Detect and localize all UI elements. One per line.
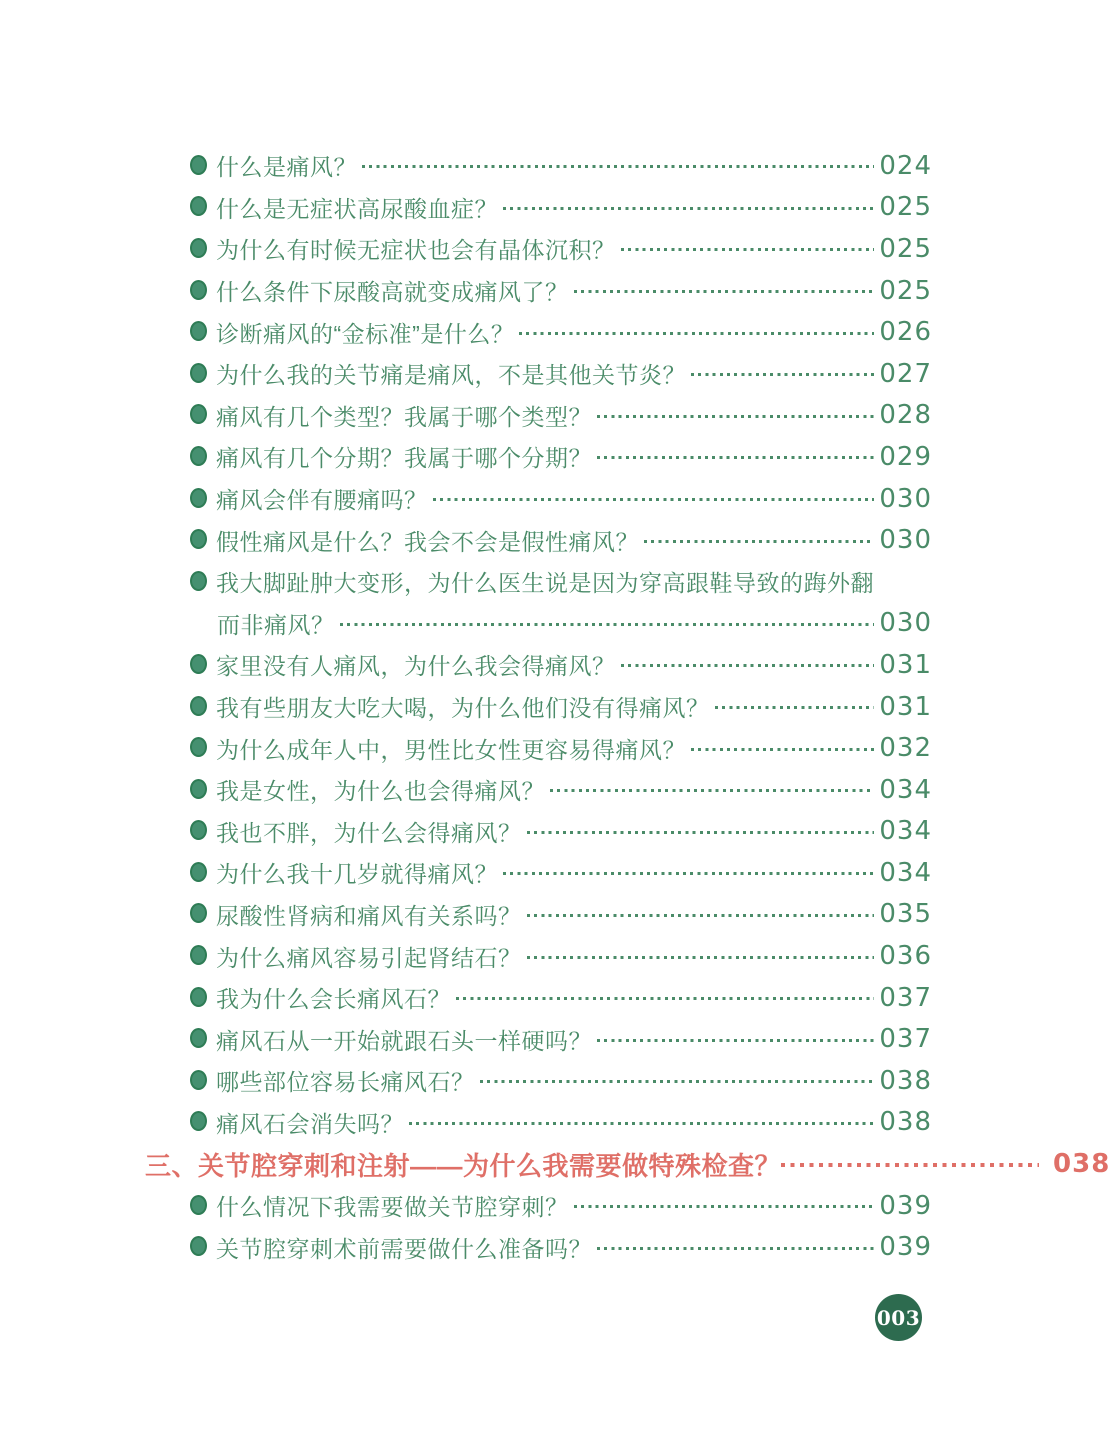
- toc-item-label: 家里没有人痛风，为什么我会得痛风？: [216, 653, 616, 680]
- page-number-badge-label: 003: [876, 1305, 921, 1330]
- bullet-icon: [190, 1070, 207, 1090]
- bullet-icon: [190, 654, 207, 674]
- toc-item: [145, 977, 932, 1019]
- bullet-icon: [190, 1195, 207, 1215]
- leader-dots: [715, 706, 875, 709]
- bullet-icon: [190, 779, 207, 799]
- toc-item: [145, 395, 932, 437]
- bullet-icon: [190, 903, 207, 923]
- page-number: 025: [879, 233, 932, 264]
- toc-item: [145, 353, 932, 395]
- page-number: 028: [879, 400, 932, 431]
- leader-dots: [527, 956, 875, 959]
- leader-dots: [597, 415, 874, 418]
- toc-item: [145, 145, 932, 187]
- leader-dots: [340, 623, 875, 626]
- toc-item-label: 我是女性，为什么也会得痛风？: [216, 778, 545, 805]
- toc-item-label: 为什么我的关节痛是痛风，不是其他关节炎？: [216, 362, 686, 389]
- toc-item-label: 什么条件下尿酸高就变成痛风了？: [216, 279, 569, 306]
- bullet-icon: [190, 820, 207, 840]
- toc-item-label: 什么情况下我需要做关节腔穿刺？: [216, 1194, 569, 1221]
- toc-item: [145, 935, 932, 977]
- leader-dots: [362, 165, 874, 168]
- leader-dots: [574, 290, 875, 293]
- page-number: 038: [1053, 1149, 1110, 1180]
- toc-item-label: 痛风有几个分期？我属于哪个分期？: [216, 445, 592, 472]
- toc-item: [145, 644, 932, 686]
- toc-item: [145, 519, 932, 561]
- page-number: 024: [879, 150, 932, 181]
- page-number: 030: [879, 608, 932, 639]
- table-of-contents: [145, 145, 1110, 1268]
- page-number: 037: [879, 982, 932, 1013]
- toc-item: [145, 852, 932, 894]
- toc-item-label: 假性痛风是什么？我会不会是假性痛风？: [216, 528, 639, 555]
- toc-item-label: 痛风石会消失吗？: [216, 1110, 404, 1137]
- toc-section-heading: [145, 1143, 1110, 1185]
- page-number: 026: [879, 317, 932, 348]
- toc-item: [145, 811, 932, 853]
- bullet-icon: [190, 363, 207, 383]
- leader-dots: [597, 456, 874, 459]
- toc-item: [145, 478, 932, 520]
- bullet-icon: [190, 945, 207, 965]
- bullet-icon: [190, 987, 207, 1007]
- leader-dots: [691, 373, 874, 376]
- page-number: 036: [879, 941, 932, 972]
- toc-item-label: 我大脚趾肿大变形，为什么医生说是因为穿高跟鞋导致的踇外翻: [216, 570, 874, 597]
- toc-item: [145, 894, 932, 936]
- toc-item-label: 痛风石从一开始就跟石头一样硬吗？: [216, 1027, 592, 1054]
- page-number: 037: [879, 1024, 932, 1055]
- bullet-icon: [190, 280, 207, 300]
- leader-dots: [597, 1039, 874, 1042]
- toc-item: [145, 270, 932, 312]
- toc-item: [145, 1018, 932, 1060]
- toc-item: [145, 1060, 932, 1102]
- bullet-icon: [190, 238, 207, 258]
- toc-item-label: 尿酸性肾病和痛风有关系吗？: [216, 902, 522, 929]
- toc-item: [145, 686, 932, 728]
- leader-dots: [597, 1247, 874, 1250]
- toc-item-label: 什么是无症状高尿酸血症？: [216, 195, 498, 222]
- leader-dots: [519, 332, 874, 335]
- page-number: 027: [879, 358, 932, 389]
- bullet-icon: [190, 1028, 207, 1048]
- toc-item-label: 痛风会伴有腰痛吗？: [216, 487, 428, 514]
- toc-item-label: 我为什么会长痛风石？: [216, 986, 451, 1013]
- toc-item: [145, 187, 932, 229]
- toc-item-label: 为什么有时候无症状也会有晶体沉积？: [216, 237, 616, 264]
- bullet-icon: [190, 696, 207, 716]
- bullet-icon: [190, 155, 207, 175]
- bullet-icon: [190, 1111, 207, 1131]
- toc-item: [145, 769, 932, 811]
- leader-dots: [781, 1163, 1039, 1167]
- page-number: 032: [879, 733, 932, 764]
- leader-dots: [409, 1122, 874, 1125]
- leader-dots: [574, 1205, 875, 1208]
- leader-dots: [621, 248, 875, 251]
- page-number: 025: [879, 192, 932, 223]
- leader-dots: [480, 1080, 875, 1083]
- leader-dots: [621, 664, 875, 667]
- bullet-icon: [190, 737, 207, 757]
- toc-item-label: 我也不胖，为什么会得痛风？: [216, 819, 522, 846]
- page-number: 038: [879, 1065, 932, 1096]
- toc-item: [145, 436, 932, 478]
- page-number: 034: [879, 857, 932, 888]
- toc-item: [145, 1185, 932, 1227]
- bullet-icon: [190, 488, 207, 508]
- page-number: 025: [879, 275, 932, 306]
- toc-item-label: 诊断痛风的“金标准”是什么？: [216, 320, 515, 347]
- toc-item-label: 为什么成年人中，男性比女性更容易得痛风？: [216, 736, 686, 763]
- page-number: 031: [879, 649, 932, 680]
- bullet-icon: [190, 196, 207, 216]
- bullet-icon: [190, 571, 207, 591]
- page-number: 034: [879, 774, 932, 805]
- page-number: 030: [879, 483, 932, 514]
- page-number-badge: [875, 1294, 922, 1341]
- page-number: 034: [879, 816, 932, 847]
- bullet-icon: [190, 404, 207, 424]
- page-number: 035: [879, 899, 932, 930]
- bullet-icon: [190, 446, 207, 466]
- leader-dots: [527, 831, 875, 834]
- toc-item-label: 关节腔穿刺术前需要做什么准备吗？: [216, 1235, 592, 1262]
- page-number: 039: [879, 1190, 932, 1221]
- toc-item-label: 哪些部位容易长痛风石？: [216, 1069, 475, 1096]
- toc-item: [145, 561, 932, 603]
- toc-item: [145, 311, 932, 353]
- toc-item-label: 为什么我十几岁就得痛风？: [216, 861, 498, 888]
- toc-item: [145, 1102, 932, 1144]
- leader-dots: [503, 872, 874, 875]
- leader-dots: [691, 748, 874, 751]
- leader-dots: [644, 540, 874, 543]
- leader-dots: [527, 914, 875, 917]
- bullet-icon: [190, 862, 207, 882]
- bullet-icon: [190, 321, 207, 341]
- bullet-icon: [190, 1236, 207, 1256]
- toc-item-label: 什么是痛风？: [216, 154, 357, 181]
- bullet-icon: [190, 529, 207, 549]
- toc-item-continuation: [145, 603, 932, 645]
- toc-item-label: 痛风有几个类型？我属于哪个类型？: [216, 403, 592, 430]
- leader-dots: [550, 789, 874, 792]
- page-number: 039: [879, 1232, 932, 1263]
- leader-dots: [503, 207, 874, 210]
- page-number: 030: [879, 525, 932, 556]
- toc-item: [145, 727, 932, 769]
- page-number: 038: [879, 1107, 932, 1138]
- toc-item-label: 我有些朋友大吃大喝，为什么他们没有得痛风？: [216, 695, 710, 722]
- toc-item-label: 为什么痛风容易引起肾结石？: [216, 944, 522, 971]
- toc-item: [145, 1226, 932, 1268]
- toc-item-label: 而非痛风？: [217, 611, 335, 638]
- toc-item: [145, 228, 932, 270]
- page-number: 031: [879, 691, 932, 722]
- section-heading-label: 三、关节腔穿刺和注射——为什么我需要做特殊检查？: [145, 1150, 782, 1181]
- page-number: 029: [879, 441, 932, 472]
- leader-dots: [456, 997, 874, 1000]
- leader-dots: [433, 498, 875, 501]
